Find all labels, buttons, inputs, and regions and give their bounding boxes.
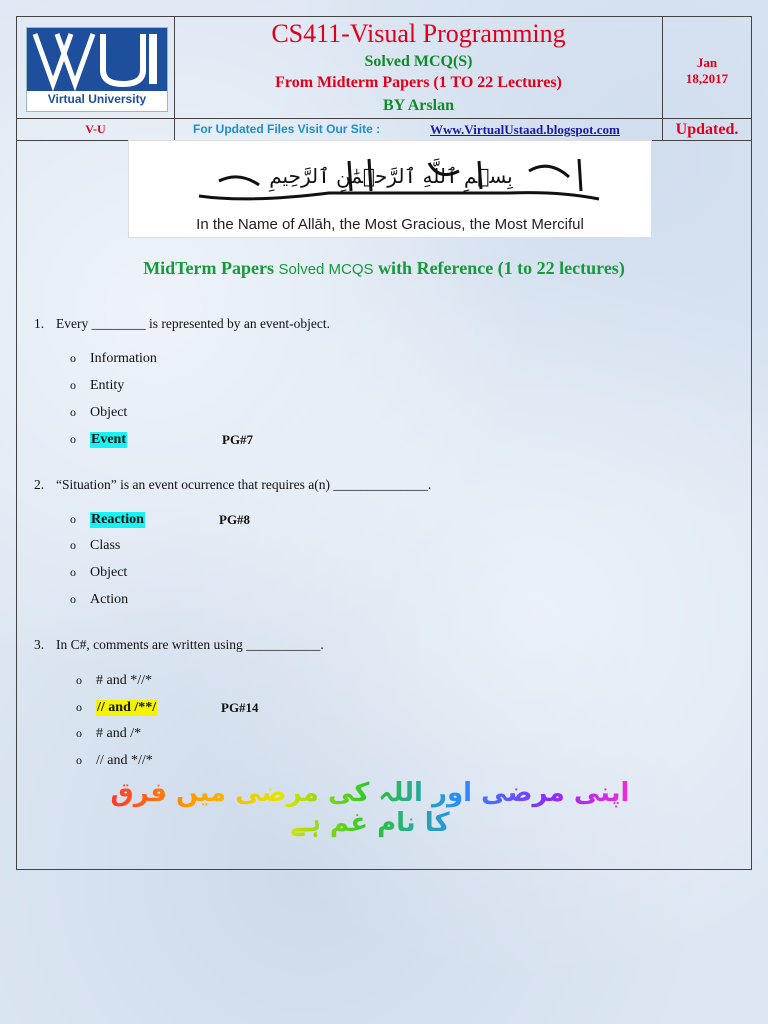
option-text: Object [90,565,128,580]
site-link[interactable]: Www.VirtualUstaad.blogspot.com [430,122,620,137]
section-title [0,258,768,279]
question-1 [34,316,330,332]
option-text: // and *//* [96,753,153,768]
vu-logo [26,27,168,112]
section-title-b: Solved MCQS [278,261,374,278]
date-cell [663,17,751,118]
option-text: # and /* [96,726,142,741]
bullet-icon: o [76,673,82,687]
date-month: Jan [696,55,718,70]
site-cell [175,119,663,140]
bullet-icon: o [70,592,76,606]
question-number: 3. [34,637,45,652]
option-text: # and *//* [96,673,152,688]
answer-text: Event [91,432,126,447]
answer-text: // and /**/ [97,700,157,715]
page-reference: PG#7 [222,432,254,447]
question-number: 2. [34,477,45,492]
question-number: 1. [34,316,45,331]
section-title-a: MidTerm Papers [143,258,279,278]
answer-text: Reaction [91,512,144,527]
bismillah-caption: In the Name of Allāh, the Most Gracious, the Most Merciful [196,216,584,233]
option-text: Information [90,351,157,366]
option-text: Object [90,405,128,420]
logo-cell [17,17,175,118]
date-day-year: 18,2017 [685,71,729,86]
updated-label: Updated. [675,121,739,138]
header-row [17,17,751,119]
bullet-icon: o [70,351,76,365]
bullet-icon: o [70,405,76,419]
bullet-icon: o [70,538,76,552]
option-text: Class [90,538,121,553]
bullet-icon: o [70,432,76,446]
subtitle-solved: Solved MCQ(S) [364,53,473,70]
question-text: “Situation” is an event ocurrence that requires a(n) ______________. [56,477,432,492]
question-2 [34,477,431,493]
info-row [17,119,751,141]
option-text: Action [90,592,129,607]
bismillah-image [128,140,652,238]
question-text: Every ________ is represented by an event-object. [56,316,331,331]
subtitle-author: BY Arslan [383,97,454,114]
urdu-quote: اپنی مرضی اور اللہ کی مرضی میں فرق کا نام غم ہے [100,778,640,838]
question-3 [34,637,324,653]
logo-text: Virtual University [47,92,147,106]
question-text: In C#, comments are written using ___________. [56,637,324,652]
bullet-icon: o [76,726,82,740]
bullet-icon: o [76,700,82,714]
bullet-icon: o [70,512,76,526]
option-text: Entity [90,378,125,393]
bismillah-arabic: بِسۡمِ ٱللَّهِ ٱلرَّحۡمَٰنِ ٱلرَّحِيمِ [269,164,513,188]
bismillah-calligraphy-icon [129,141,653,213]
subtitle-range: From Midterm Papers (1 TO 22 Lectures) [275,74,562,91]
vu-label: V-U [17,119,175,140]
vu-logo-mark-icon [27,28,167,91]
bullet-icon: o [76,753,82,767]
section-title-c: with Reference (1 to 22 lectures) [373,258,625,278]
bullet-icon: o [70,378,76,392]
bullet-icon: o [70,565,76,579]
page-reference: PG#14 [221,700,259,715]
document-title: CS411-Visual Programming [271,19,566,48]
title-cell [175,17,663,118]
site-label: For Updated Files Visit Our Site : [193,122,381,136]
page-reference: PG#8 [219,512,251,527]
